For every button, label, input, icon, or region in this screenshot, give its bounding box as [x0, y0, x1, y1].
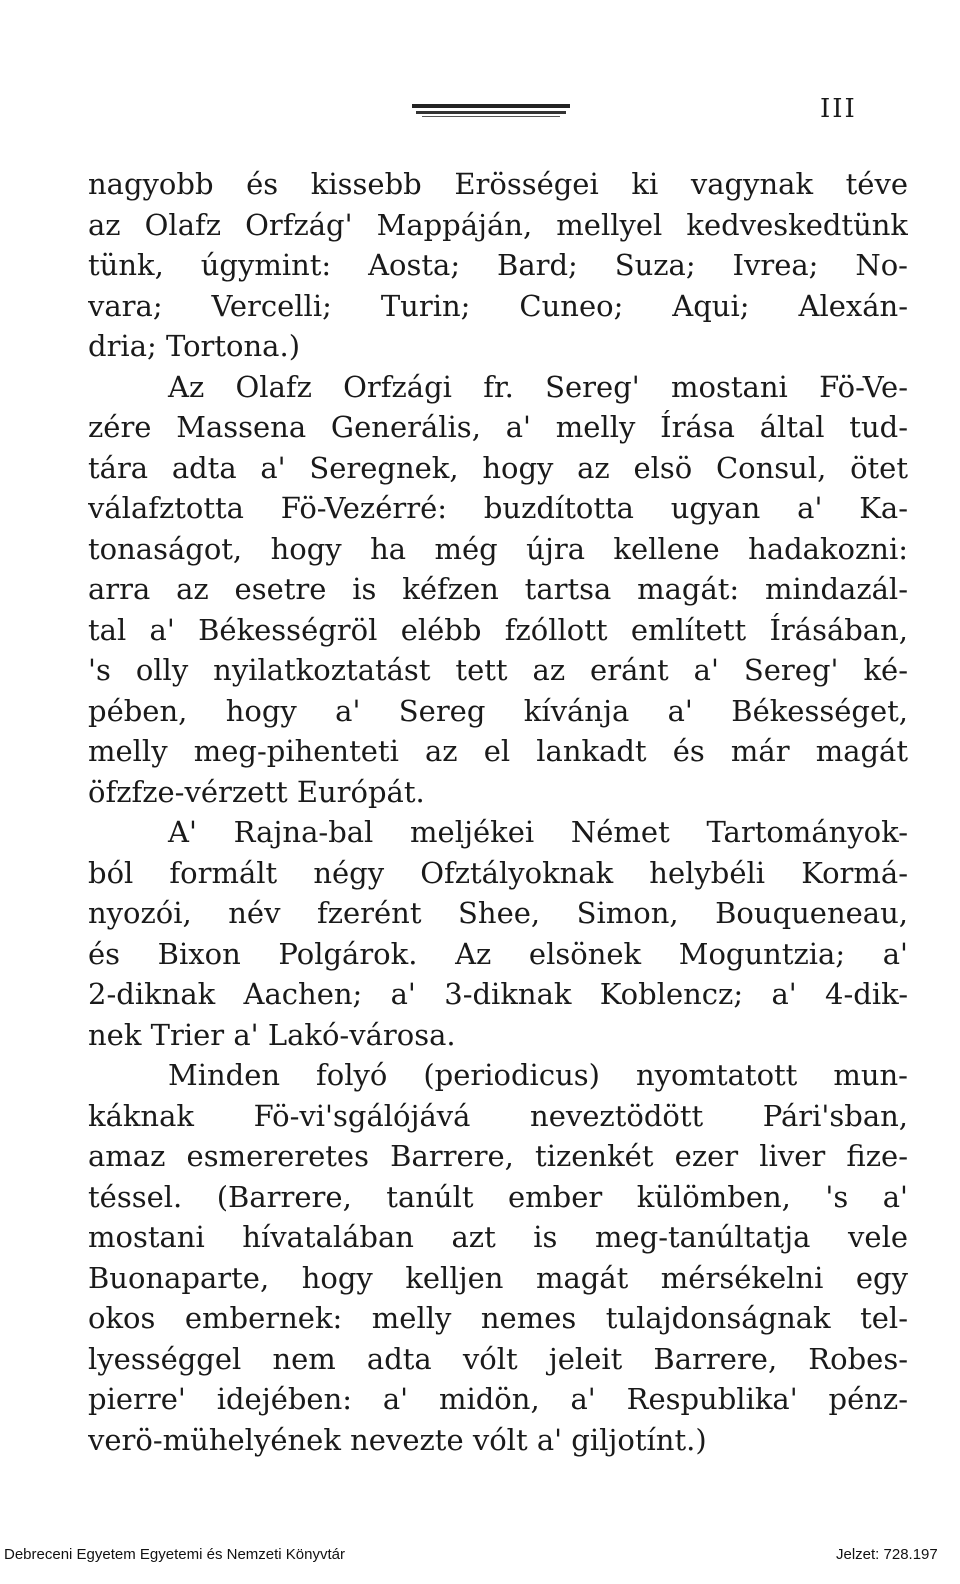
library-credit: Debreceni Egyetem Egyetemi és Nemzeti Könyvtár — [4, 1546, 345, 1563]
text-line: tünk, úgymint: Aosta; Bard; Suza; Ivrea; No- — [88, 248, 908, 282]
text-line: verö-mühelyének nevezte vólt a' giljotínt.) — [88, 1422, 707, 1457]
paragraph-start-line: A' Rajna-bal meljékei Német Tartományok- — [168, 815, 908, 849]
paragraph-start-line: Minden folyó (periodicus) nyomtatott mun- — [168, 1058, 908, 1092]
text-line: káknak Fö-vi'sgálójává neveztödött Pári'sban, — [88, 1098, 908, 1133]
text-line: mostani hívatalában azt is meg-tanúltatja vele — [88, 1220, 908, 1254]
page-number: III — [820, 94, 857, 124]
text-line: pierre' idejében: a' midön, a' Respublika' pénz- — [88, 1382, 908, 1416]
header-ornament-rule — [412, 104, 570, 118]
text-line: arra az esetre is kéfzen tartsa magát: mindazál- — [88, 572, 908, 606]
text-line: válafztotta Fö-Vezérré: buzdította ugyan a' Ka- — [88, 491, 908, 525]
text-line: az Olafz Orfzág' Mappáján, mellyel kedveskedtünk — [88, 207, 908, 242]
text-line: tára adta a' Seregnek, hogy az elsö Consul, ötet — [88, 450, 908, 485]
text-line: dria; Tortona.) — [88, 329, 301, 363]
text-line: melly meg-pihenteti az el lankadt és már magát — [88, 734, 908, 768]
text-line: okos embernek: melly nemes tulajdonságnak tel- — [88, 1301, 908, 1335]
text-line: tal a' Békességröl elébb fzóllott említett Írásában, — [88, 612, 908, 647]
text-line: Buonaparte, hogy kelljen magát mérsékelni egy — [88, 1260, 908, 1295]
text-line: zére Massena Generális, a' melly Írása által tud- — [88, 410, 908, 444]
body-text — [88, 164, 908, 1460]
text-line: nagyobb és kissebb Erösségei ki vagynak téve — [88, 167, 908, 201]
shelfmark: Jelzet: 728.197 — [836, 1546, 938, 1563]
text-line: amaz esmereretes Barrere, tizenkét ezer liver fize- — [88, 1139, 908, 1173]
text-line: nyozói, név fzerént Shee, Simon, Bouqueneau, — [88, 896, 908, 930]
text-line: öfzfze-vérzett Európát. — [88, 774, 425, 809]
text-line: nek Trier a' Lakó-városa. — [88, 1017, 456, 1052]
paragraph-start-line: Az Olafz Orfzági fr. Sereg' mostani Fö-Ve- — [168, 369, 908, 404]
text-line: és Bixon Polgárok. Az elsönek Moguntzia; a' — [88, 936, 908, 971]
text-line: pében, hogy a' Sereg kívánja a' Békességet, — [88, 693, 908, 728]
text-line: 2-diknak Aachen; a' 3-diknak Koblencz; a' 4-dik- — [88, 977, 908, 1011]
text-line: téssel. (Barrere, tanúlt ember külömben, 's a' — [88, 1179, 908, 1214]
text-line: ból formált négy Ofztályoknak helybéli Kormá- — [88, 855, 908, 890]
text-line: tonaságot, hogy ha még újra kellene hadakozni: — [88, 531, 908, 566]
text-line: 's olly nyilatkoztatást tett az eránt a' Sereg' ké- — [88, 653, 908, 687]
text-line: lyességgel nem adta vólt jeleit Barrere, Robes- — [88, 1341, 908, 1376]
text-line: vara; Vercelli; Turin; Cuneo; Aqui; Alexán- — [88, 288, 908, 323]
